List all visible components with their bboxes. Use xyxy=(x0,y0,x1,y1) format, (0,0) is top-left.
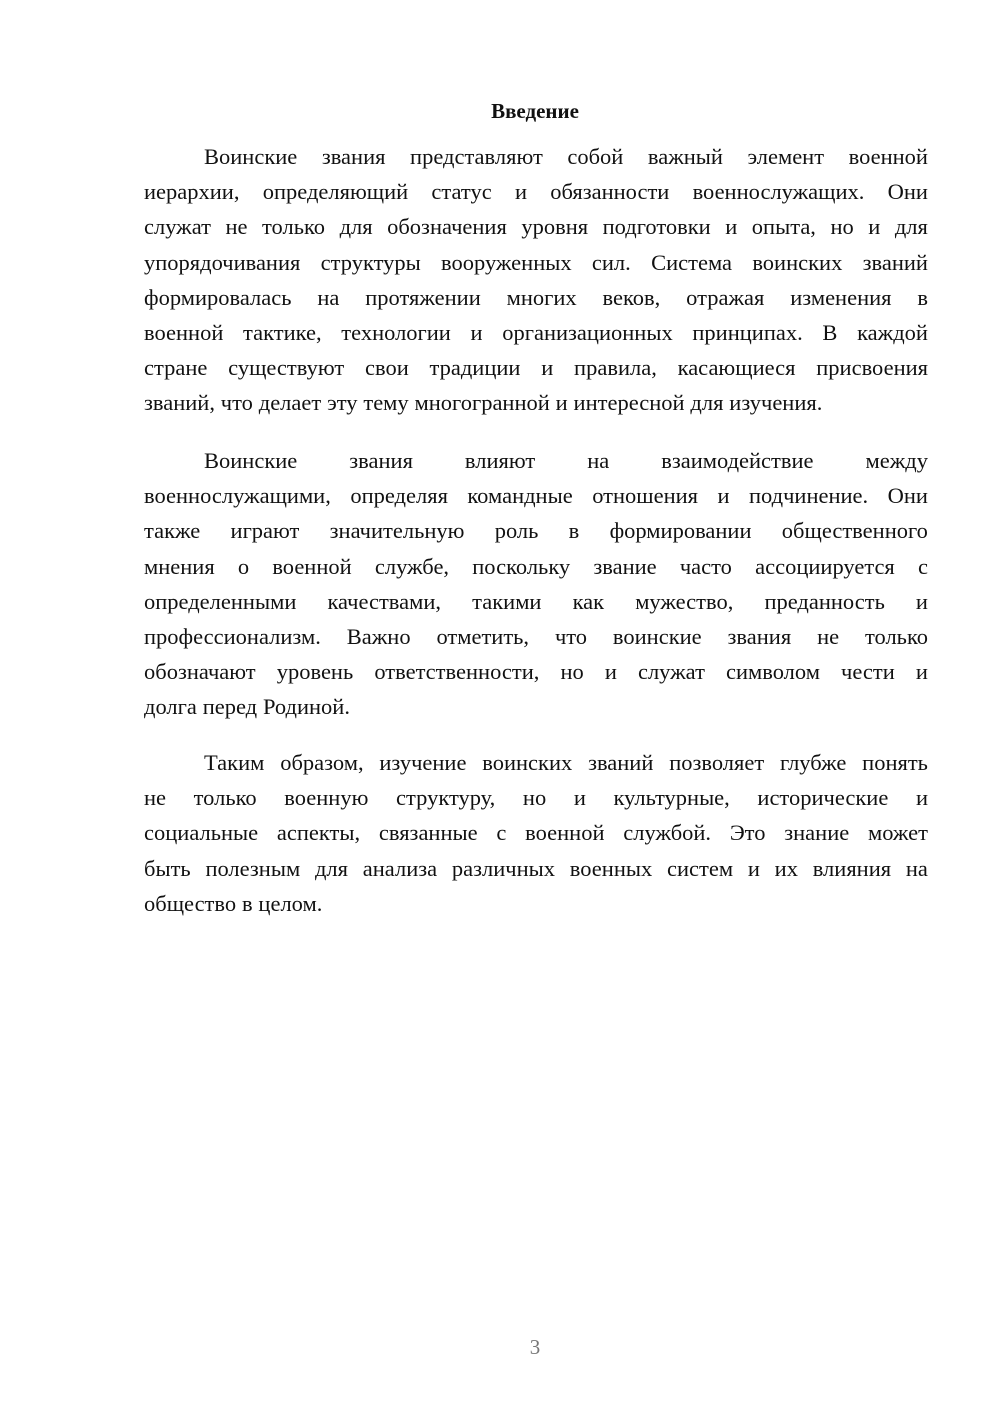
word: чести xyxy=(841,659,895,685)
word: уровня xyxy=(521,214,589,240)
word: изменения xyxy=(790,284,892,310)
word: изучение xyxy=(379,750,467,775)
word: образом, xyxy=(280,750,364,775)
paragraph-2 xyxy=(144,448,928,730)
word: свои xyxy=(364,355,409,381)
word: такими xyxy=(472,588,542,614)
word: и xyxy=(573,785,586,811)
word: и xyxy=(915,785,928,811)
word: служат xyxy=(144,214,211,240)
paragraph-1 xyxy=(144,144,928,426)
word: с xyxy=(496,820,507,846)
word: может xyxy=(867,820,928,846)
word: также xyxy=(144,518,201,544)
text-line xyxy=(144,891,928,926)
word: определенными xyxy=(144,588,297,614)
word: что xyxy=(554,623,588,649)
word: полезным xyxy=(205,855,301,881)
text-line xyxy=(144,214,928,249)
word: и xyxy=(604,659,617,685)
word: отношения xyxy=(592,483,699,509)
word: звания xyxy=(727,623,792,649)
word: стране xyxy=(144,355,208,381)
text-line xyxy=(144,750,928,785)
word: структуры xyxy=(320,249,421,275)
word: опыта, xyxy=(751,214,816,240)
word: формировании xyxy=(609,518,752,544)
word: для xyxy=(339,214,373,240)
word: Они xyxy=(887,179,928,205)
text-line xyxy=(144,694,928,729)
word: командные xyxy=(467,483,573,509)
word: влияют xyxy=(464,448,536,473)
text-line xyxy=(144,320,928,355)
page-title: Введение xyxy=(491,99,579,123)
word: целом. xyxy=(258,890,323,916)
word: звания xyxy=(349,448,413,473)
word: собой xyxy=(567,144,624,169)
word: преданность xyxy=(764,588,885,614)
word: ответственности, xyxy=(374,659,540,685)
word: и xyxy=(541,355,554,381)
word: но xyxy=(560,659,584,685)
word: тактике, xyxy=(243,319,322,345)
word: сил. xyxy=(591,249,631,275)
word: как xyxy=(572,588,605,614)
word: символом xyxy=(725,659,820,685)
word: культурные, xyxy=(613,785,730,811)
word: часто xyxy=(679,553,732,579)
word: элемент xyxy=(747,144,825,169)
word: военных xyxy=(569,855,653,881)
text-line xyxy=(144,589,928,624)
text-line xyxy=(144,390,928,425)
word: и xyxy=(915,588,928,614)
word: в xyxy=(241,890,253,916)
word: профессионализм. xyxy=(144,623,321,649)
word: в xyxy=(917,284,928,310)
word: о xyxy=(237,553,250,579)
word: общественного xyxy=(781,518,928,544)
text-line xyxy=(144,624,928,659)
word: аспекты, xyxy=(276,820,361,846)
word: не xyxy=(144,785,167,811)
word: службой. xyxy=(623,820,712,846)
word: отражая xyxy=(686,284,765,310)
word: военной xyxy=(144,319,224,345)
word: их xyxy=(774,855,798,881)
word: для xyxy=(314,855,349,881)
word: эту xyxy=(327,390,358,416)
word: только xyxy=(262,214,326,240)
word: Это xyxy=(729,820,766,846)
word: для xyxy=(690,390,724,416)
word: играют xyxy=(230,518,300,544)
word: формировалась xyxy=(144,284,292,310)
word: качествами, xyxy=(327,588,442,614)
word: уровень xyxy=(276,659,354,685)
word: с xyxy=(917,553,928,579)
word: но xyxy=(830,214,854,240)
word: военнослужащих. xyxy=(692,179,865,205)
word: многих xyxy=(506,284,577,310)
word: только xyxy=(193,785,257,811)
word: представляют xyxy=(410,144,543,169)
word: служат xyxy=(637,659,705,685)
word: протяжении xyxy=(365,284,481,310)
word: для xyxy=(894,214,928,240)
word: обозначения xyxy=(387,214,507,240)
word: социальные xyxy=(144,820,259,846)
word: и xyxy=(915,659,928,685)
word: военную xyxy=(284,785,369,811)
text-line xyxy=(144,856,928,891)
text-line xyxy=(144,448,928,483)
word: анализа xyxy=(362,855,438,881)
word: воинских xyxy=(752,249,843,275)
word: иерархии, xyxy=(144,179,240,205)
word: понять xyxy=(862,750,928,775)
word: подготовки xyxy=(602,214,711,240)
word: Воинские xyxy=(204,144,298,169)
word: военной xyxy=(848,144,928,169)
word: подчинение. xyxy=(749,483,869,509)
word: звания xyxy=(321,144,386,169)
word: значительную xyxy=(329,518,465,544)
text-line xyxy=(144,179,928,214)
word: мнения xyxy=(144,553,215,579)
word: в xyxy=(568,518,580,544)
word: интересной xyxy=(573,390,685,416)
word: изучения. xyxy=(729,390,823,416)
word: и xyxy=(555,390,568,416)
word: перед xyxy=(202,694,258,720)
word: традиции xyxy=(429,355,521,381)
word: ассоциируется xyxy=(755,553,895,579)
word: веков, xyxy=(602,284,661,310)
text-line xyxy=(144,554,928,589)
word: Они xyxy=(887,483,928,509)
word: воинских xyxy=(482,750,573,775)
word: позволяет xyxy=(669,750,765,775)
word: правила, xyxy=(574,355,657,381)
text-line xyxy=(144,250,928,285)
word: званий xyxy=(588,750,654,775)
word: каждой xyxy=(857,319,928,345)
word: не xyxy=(817,623,840,649)
word: службе, xyxy=(374,553,450,579)
word: званий xyxy=(862,249,928,275)
word: на xyxy=(905,855,928,881)
text-line xyxy=(144,659,928,694)
word: только xyxy=(864,623,928,649)
text-line xyxy=(144,144,928,179)
word: различных xyxy=(451,855,556,881)
word: общество xyxy=(144,890,237,916)
word: между xyxy=(865,448,928,473)
text-line xyxy=(144,518,928,553)
word: знание xyxy=(784,820,850,846)
word: определяющий xyxy=(262,179,409,205)
word: званий, xyxy=(144,390,215,416)
word: и xyxy=(725,214,738,240)
word: военной xyxy=(272,553,352,579)
word: присвоения xyxy=(816,355,928,381)
word: обязанности xyxy=(550,179,670,205)
word: важный xyxy=(647,144,723,169)
paragraph-3 xyxy=(144,750,928,926)
word: многогранной xyxy=(414,390,550,416)
word: поскольку xyxy=(472,553,571,579)
word: долга xyxy=(144,694,197,720)
word: принципах. xyxy=(692,319,803,345)
word: организационных xyxy=(502,319,673,345)
word: связанные xyxy=(378,820,478,846)
word: вооруженных xyxy=(441,249,572,275)
word: мужество, xyxy=(635,588,734,614)
word: на xyxy=(587,448,610,473)
word: В xyxy=(822,319,838,345)
word: влияния xyxy=(812,855,892,881)
word: и xyxy=(470,319,483,345)
word: упорядочивания xyxy=(144,249,301,275)
word: что xyxy=(220,390,253,416)
page-number: 3 xyxy=(529,1335,541,1359)
text-line xyxy=(144,285,928,320)
word: военной xyxy=(525,820,605,846)
text-line xyxy=(144,785,928,820)
word: на xyxy=(317,284,340,310)
word: и xyxy=(868,214,881,240)
word: не xyxy=(225,214,248,240)
word: глубже xyxy=(779,750,847,775)
word: структуру, xyxy=(396,785,496,811)
word: обозначают xyxy=(144,659,256,685)
word: Важно xyxy=(346,623,411,649)
word: и xyxy=(514,179,527,205)
word: технологии xyxy=(341,319,451,345)
word: статус xyxy=(431,179,492,205)
word: определяя xyxy=(350,483,448,509)
word: делает xyxy=(258,390,322,416)
word: но xyxy=(522,785,547,811)
word: Таким xyxy=(204,750,265,775)
word: звание xyxy=(593,553,657,579)
word: и xyxy=(747,855,760,881)
word: тему xyxy=(363,390,409,416)
text-line xyxy=(144,483,928,518)
word: роль xyxy=(494,518,539,544)
text-line xyxy=(144,355,928,390)
word: касающиеся xyxy=(677,355,796,381)
word: Родиной. xyxy=(262,694,350,720)
word: и xyxy=(717,483,730,509)
word: воинские xyxy=(612,623,702,649)
word: Система xyxy=(651,249,733,275)
word: военнослужащими, xyxy=(144,483,331,509)
word: систем xyxy=(667,855,734,881)
word: Воинские xyxy=(204,448,298,473)
word: исторические xyxy=(757,785,889,811)
word: взаимодействие xyxy=(661,448,814,473)
text-line xyxy=(144,820,928,855)
word: быть xyxy=(144,855,191,881)
word: существуют xyxy=(228,355,345,381)
word: отметить, xyxy=(436,623,530,649)
